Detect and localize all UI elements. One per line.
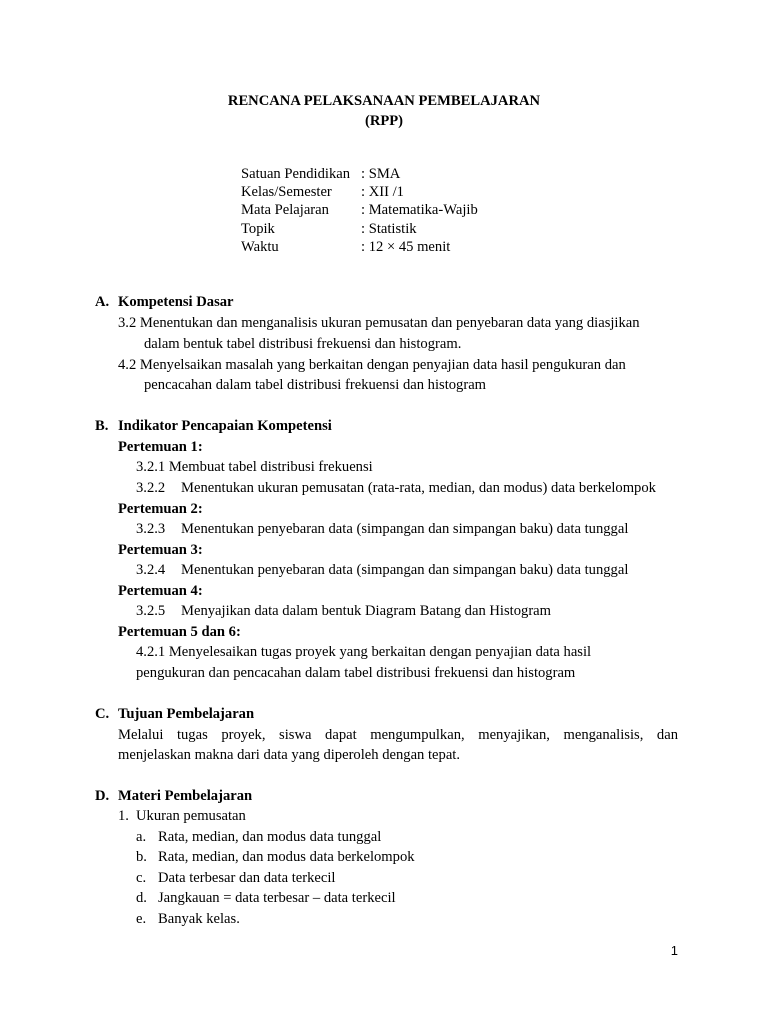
identity-label: Kelas/Semester	[241, 184, 332, 201]
material-subitem-text: Rata, median, dan modus data berkelompok	[158, 849, 415, 865]
identity-label: Satuan Pendidikan	[241, 166, 351, 182]
material-subitem-letter: c.	[136, 870, 147, 886]
meeting-5-6-label: Pertemuan 5 dan 6:	[118, 624, 241, 640]
material-subitem-text: Banyak kelas.	[158, 911, 240, 927]
indicator-3-2-3-number: 3.2.3	[136, 521, 166, 537]
identity-row	[241, 238, 478, 256]
section-d-heading: Materi Pembelajaran	[118, 788, 253, 804]
kd-4-2-line-1: 4.2 Menyelsaikan masalah yang berkaitan dengan penyajian data hasil pengukuran dan	[118, 357, 626, 373]
material-item-1-number: 1.	[118, 808, 129, 824]
identity-row	[241, 165, 478, 183]
indicator-3-2-5-number: 3.2.5	[136, 603, 166, 619]
kd-3-2-line-1: 3.2 Menentukan dan menganalisis ukuran pemusatan dan penyebaran data yang diasjikan	[118, 315, 640, 331]
indicator-3-2-3-text: Menentukan penyebaran data (simpangan dan simpangan baku) data tunggal	[181, 521, 629, 537]
indicator-4-2-1-line-1: 4.2.1 Menyelesaikan tugas proyek yang berkaitan dengan penyajian data hasil	[136, 644, 592, 660]
material-subitem-text: Rata, median, dan modus data tunggal	[158, 829, 382, 845]
identity-row	[241, 183, 478, 201]
identity-value: : SMA	[361, 166, 401, 182]
section-c-heading: Tujuan Pembelajaran	[118, 706, 255, 722]
material-subitem-text: Jangkauan = data terbesar – data terkecil	[158, 890, 396, 906]
identity-value: : 12 × 45 menit	[361, 238, 451, 255]
learning-objective-line-2: menjelaskan makna dari data yang diperoleh dengan tepat.	[118, 747, 461, 763]
identity-label: Waktu	[241, 238, 279, 255]
identity-row	[241, 220, 478, 238]
meeting-3-label: Pertemuan 3:	[118, 542, 203, 558]
indicator-3-2-2-number: 3.2.2	[136, 480, 166, 496]
document-title: RENCANA PELAKSANAAN PEMBELAJARAN	[227, 93, 541, 109]
meeting-2-label: Pertemuan 2:	[118, 501, 203, 517]
material-subitem-letter: b.	[136, 849, 147, 865]
section-b-letter: B.	[95, 418, 109, 434]
section-c-letter: C.	[95, 706, 110, 722]
indicator-3-2-4-text: Menentukan penyebaran data (simpangan dan simpangan baku) data tunggal	[181, 562, 629, 578]
identity-label: Mata Pelajaran	[241, 202, 329, 219]
meeting-1-label: Pertemuan 1:	[118, 439, 203, 455]
material-subitem-letter: d.	[136, 890, 147, 906]
indicator-3-2-1: 3.2.1 Membuat tabel distribusi frekuensi	[136, 459, 373, 475]
identity-row	[241, 201, 478, 219]
identity-value: : Matematika-Wajib	[361, 202, 478, 219]
learning-objective-line-1: Melalui tugas proyek, siswa dapat mengumpulkan, menyajikan, menganalisis, dan	[118, 727, 678, 743]
indicator-3-2-2-text: Menentukan ukuran pemusatan (rata-rata, median, dan modus) data berkelompok	[181, 480, 656, 496]
material-subitem-letter: e.	[136, 911, 147, 927]
kd-3-2-line-2: dalam bentuk tabel distribusi frekuensi dan histogram.	[144, 336, 462, 352]
identity-value: : Statistik	[361, 220, 417, 237]
document-subtitle: (RPP)	[364, 113, 404, 129]
section-a-letter: A.	[95, 294, 110, 310]
identity-label: Topik	[241, 220, 275, 237]
section-d-letter: D.	[95, 788, 110, 804]
section-a-heading: Kompetensi Dasar	[118, 294, 234, 310]
section-b-heading: Indikator Pencapaian Kompetensi	[118, 418, 332, 434]
kd-4-2-line-2: pencacahan dalam tabel distribusi frekuensi dan histogram	[144, 377, 487, 393]
indicator-3-2-4-number: 3.2.4	[136, 562, 166, 578]
indicator-4-2-1-line-2: pengukuran dan pencacahan dalam tabel distribusi frekuensi dan histogram	[136, 665, 576, 681]
material-item-1-text: Ukuran pemusatan	[136, 808, 246, 824]
meeting-4-label: Pertemuan 4:	[118, 583, 203, 599]
material-subitem-letter: a.	[136, 829, 147, 845]
identity-value: : XII /1	[361, 184, 404, 201]
identity-table	[241, 165, 478, 256]
page-number: 1	[670, 943, 678, 958]
indicator-3-2-5-text: Menyajikan data dalam bentuk Diagram Batang dan Histogram	[181, 603, 552, 619]
material-subitem-text: Data terbesar dan data terkecil	[158, 870, 336, 886]
